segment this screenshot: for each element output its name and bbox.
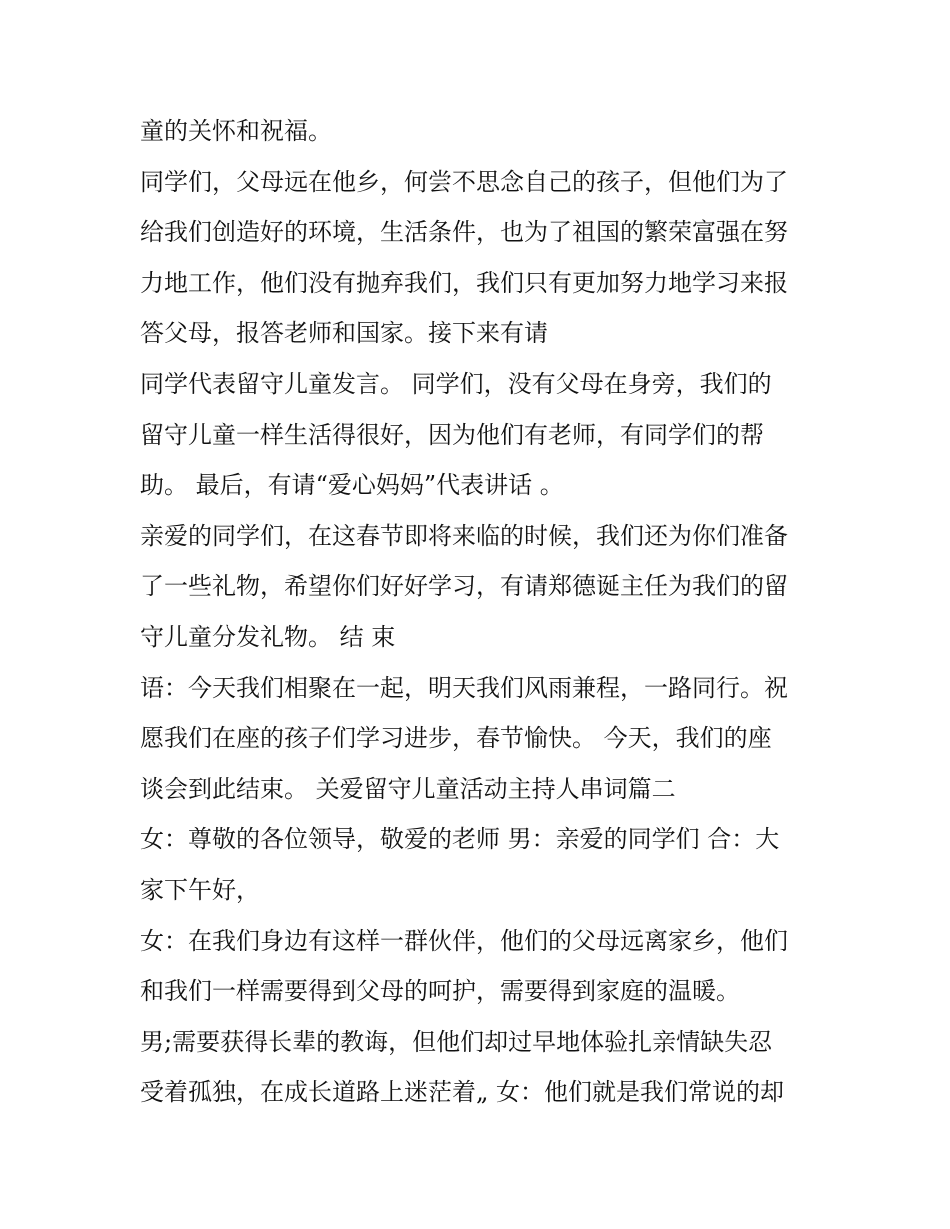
text-line: 受着孤独，在成长道路上迷茫着„ 女：他们就是我们常说的却 <box>140 1078 785 1107</box>
text-line: 女：在我们身边有这样一群伙伴，他们的父母远离家乡，他们 <box>140 926 788 955</box>
text-line: 男;需要获得长辈的教诲，但他们却过早地体验扎亲情缺失忍 <box>140 1027 773 1056</box>
text-line: 答父母，报答老师和国家。接下来有请 <box>140 319 548 348</box>
text-line: 同学们，父母远在他乡，何尝不思念自己的孩子，但他们为了 <box>140 167 788 196</box>
text-line: 语：今天我们相聚在一起，明天我们风雨兼程，一路同行。祝 <box>140 673 788 702</box>
text-line: 家下午好， <box>140 875 260 904</box>
text-line: 亲爱的同学们，在这春节即将来临的时候，我们还为你们准备 <box>140 521 788 550</box>
text-line: 女：尊敬的各位领导，敬爱的老师 男：亲爱的同学们 合：大 <box>140 825 780 854</box>
text-line: 和我们一样需要得到父母的呵护，需要得到家庭的温暖。 <box>140 977 740 1006</box>
text-line: 童的关怀和祝福。 <box>140 117 332 145</box>
text-line: 同学代表留守儿童发言。 同学们，没有父母在身旁，我们的 <box>140 369 772 398</box>
document-body <box>140 108 820 1120</box>
text-line: 谈会到此结束。 关爱留守儿童活动主持人串词篇二 <box>140 774 676 803</box>
text-line: 留守儿童一样生活得很好，因为他们有老师，有同学们的帮 <box>140 420 764 449</box>
text-line: 力地工作，他们没有抛弃我们，我们只有更加努力地学习来报 <box>140 268 788 297</box>
text-line: 助。 最后，有请“爱心妈妈”代表讲话 。 <box>140 471 564 500</box>
text-line: 给我们创造好的环境，生活条件，也为了祖国的繁荣富强在努 <box>140 218 788 247</box>
text-line: 守儿童分发礼物。 结 束 <box>140 622 396 651</box>
text-line: 了一些礼物，希望你们好好学习，有请郑德诞主任为我们的留 <box>140 572 788 601</box>
text-line: 愿我们在座的孩子们学习进步，春节愉快。 今天，我们的座 <box>140 724 772 753</box>
